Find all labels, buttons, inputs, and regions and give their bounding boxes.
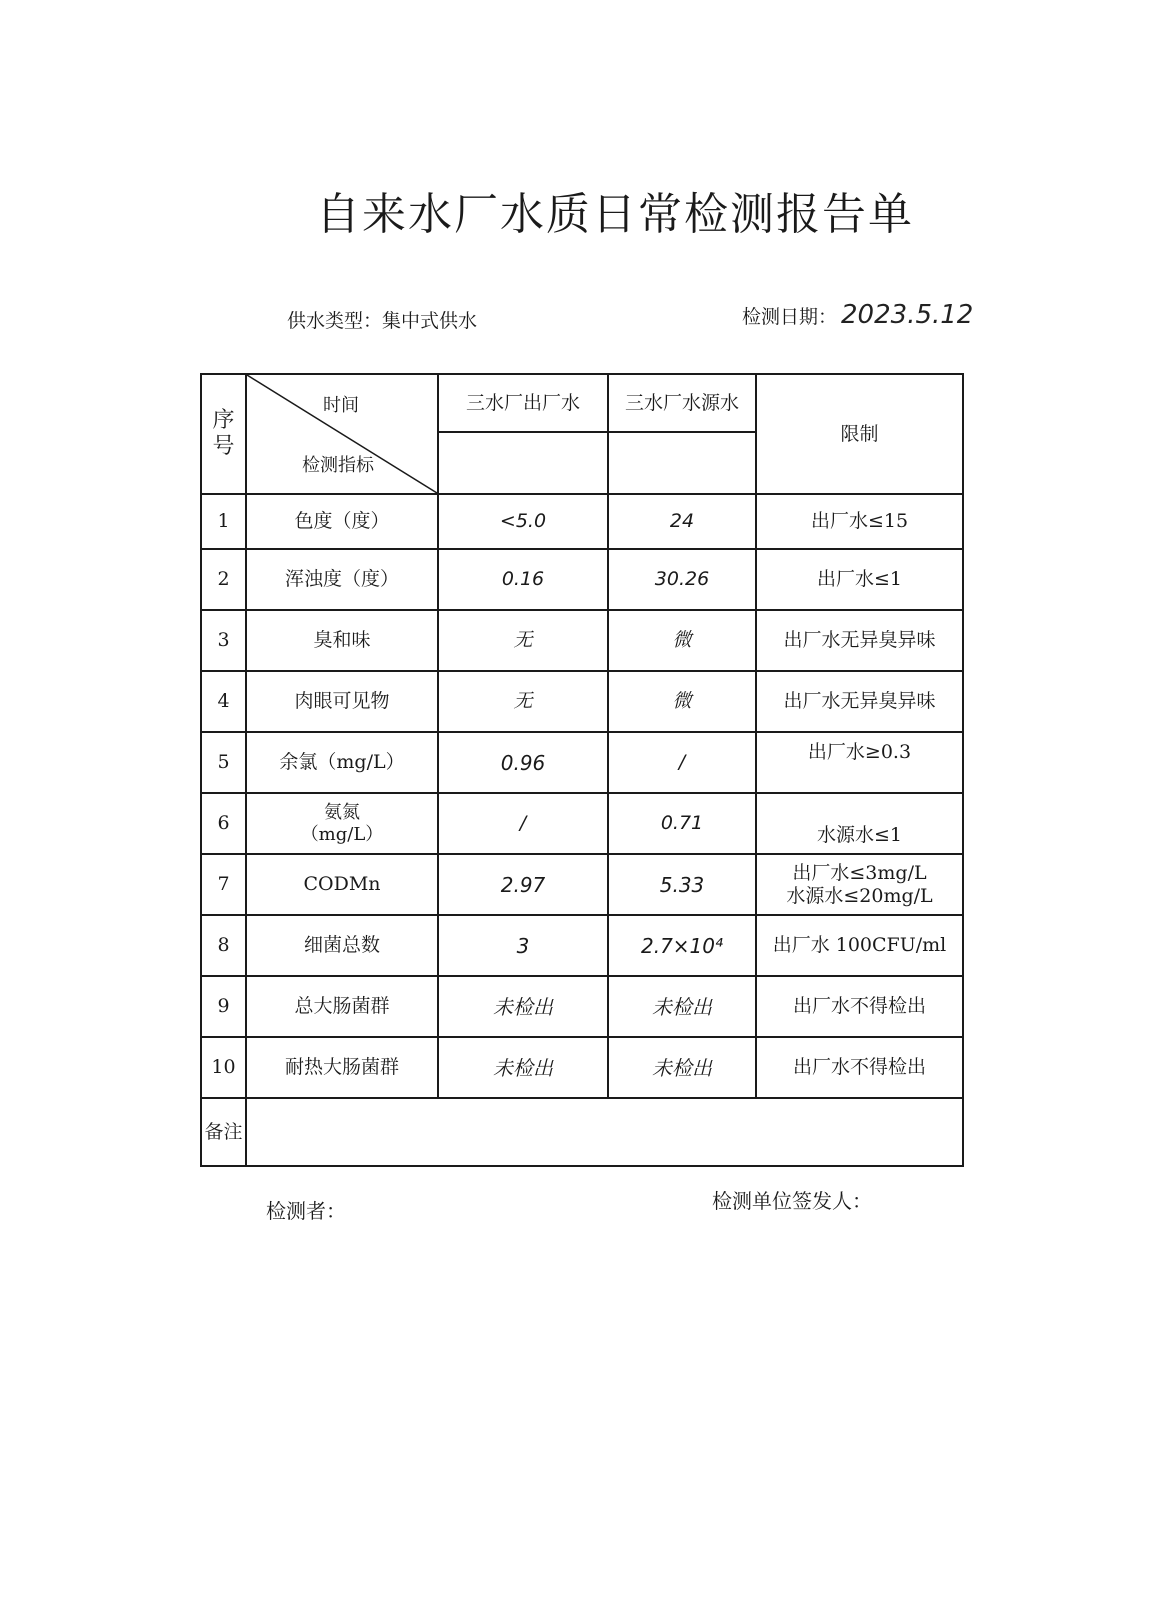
row-metric: 氨氮 [324,801,360,823]
header-outlet: 三水厂出厂水 [438,374,608,432]
row-index: 4 [201,671,246,732]
supply-type-value: 集中式供水 [382,310,478,332]
row-source-value: 0.71 [608,793,756,854]
header-outlet-blank [438,432,608,494]
row-index: 9 [201,976,246,1037]
header-source: 三水厂水源水 [608,374,756,432]
row-limit: 出厂水不得检出 [756,976,963,1037]
row-outlet-value: 3 [438,915,608,976]
page-title: 自来水厂水质日常检测报告单 [316,189,914,240]
supply-type [287,306,477,333]
row-outlet-value: 2.97 [438,854,608,915]
row-limit: 出厂水 100CFU/ml [756,915,963,976]
header-index: 序号 [201,374,246,494]
row-outlet-value: <5.0 [438,494,608,549]
row-outlet-value: 无 [438,610,608,671]
table-row [201,793,963,854]
header-time: 时间 [323,395,359,416]
row-metric: 浑浊度（度） [246,549,438,610]
table-row [201,1037,963,1098]
row-index: 8 [201,915,246,976]
table-row [201,915,963,976]
header-diagonal-cell [246,374,438,494]
test-date [742,300,973,330]
row-source-value: / [608,732,756,793]
row-source-value: 未检出 [608,976,756,1037]
remarks-label: 备注 [201,1098,246,1166]
row-metric: 总大肠菌群 [246,976,438,1037]
row-metric: 余氯（mg/L） [246,732,438,793]
row-index: 1 [201,494,246,549]
row-limit: 出厂水无异臭异味 [756,671,963,732]
tester-label: 检测者： [266,1199,346,1223]
row-metric: 色度（度） [246,494,438,549]
row-metric: CODMn [246,854,438,915]
row-source-value: 30.26 [608,549,756,610]
report-table [200,373,964,1167]
table-row [201,610,963,671]
remarks-value [246,1098,963,1166]
table-row [201,976,963,1037]
row-outlet-value: 未检出 [438,976,608,1037]
row-metric: 臭和味 [246,610,438,671]
table-row [201,494,963,549]
row-outlet-value: 未检出 [438,1037,608,1098]
row-limit: 出厂水≤3mg/L [792,861,927,884]
header-metric: 检测指标 [302,455,374,476]
table-row [201,732,963,793]
supply-type-label: 供水类型： [287,310,383,332]
table-row [201,854,963,915]
row-source-value: 微 [608,610,756,671]
row-metric: 细菌总数 [246,915,438,976]
row-metric: 耐热大肠菌群 [246,1037,438,1098]
test-date-label: 检测日期： [742,306,838,328]
header-limit: 限制 [756,374,963,494]
row-metric-unit: （mg/L） [300,823,384,845]
row-limit: 出厂水≤15 [756,494,963,549]
row-metric-cell [246,793,438,854]
table-row [201,549,963,610]
row-index: 2 [201,549,246,610]
row-limit: 水源水≤1 [756,793,963,854]
header-source-blank [608,432,756,494]
row-limit-cell [756,854,963,915]
row-outlet-value: 0.16 [438,549,608,610]
row-outlet-value: / [438,793,608,854]
row-source-value: 2.7×10⁴ [608,915,756,976]
issuer-label: 检测单位签发人： [712,1189,872,1213]
row-index: 3 [201,610,246,671]
row-source-value: 5.33 [608,854,756,915]
table-row [201,671,963,732]
row-index: 6 [201,793,246,854]
row-limit: 出厂水≥0.3 [756,732,963,793]
row-limit: 出厂水≤1 [756,549,963,610]
header-row [201,374,963,432]
row-source-value: 微 [608,671,756,732]
row-source-value: 24 [608,494,756,549]
row-outlet-value: 无 [438,671,608,732]
row-limit-2: 水源水≤20mg/L [786,884,933,907]
row-metric: 肉眼可见物 [246,671,438,732]
row-limit: 出厂水不得检出 [756,1037,963,1098]
remarks-row [201,1098,963,1166]
row-limit: 出厂水无异臭异味 [756,610,963,671]
row-source-value: 未检出 [608,1037,756,1098]
row-index: 10 [201,1037,246,1098]
row-index: 7 [201,854,246,915]
row-index: 5 [201,732,246,793]
test-date-value: 2023.5.12 [841,300,974,330]
row-outlet-value: 0.96 [438,732,608,793]
